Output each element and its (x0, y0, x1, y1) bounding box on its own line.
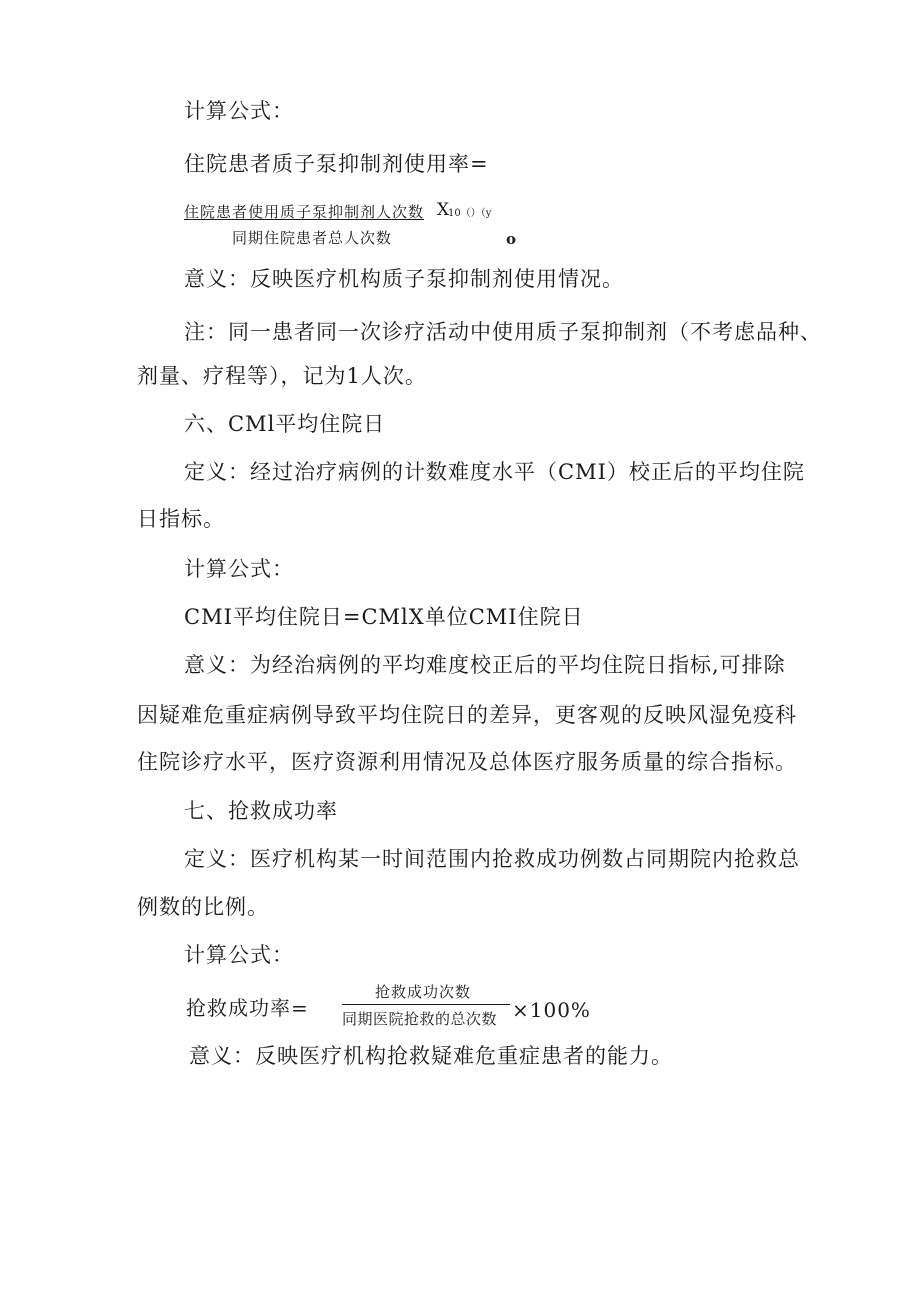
cmi-definition-line-2: 日指标。 (137, 507, 225, 531)
fraction-bar (342, 1004, 510, 1005)
rescue-multiplier: ×100% (512, 998, 591, 1022)
cmi-definition-line-1: 定义：经过治疗病例的计数难度水平（CMI）校正后的平均住院 (184, 460, 805, 484)
cmi-meaning-line-1: 意义：为经治病例的平均难度校正后的平均住院日指标,可排除 (184, 653, 786, 677)
rescue-definition-line-2: 例数的比例。 (137, 895, 269, 919)
rescue-numerator: 抢救成功次数 (375, 983, 472, 1001)
ppi-numerator: 住院患者使用质子泵抑制剂人次数 (184, 203, 425, 221)
ppi-meaning: 意义：反映医疗机构质子泵抑制剂使用情况。 (184, 267, 624, 291)
ppi-multiply-sign: X (437, 200, 450, 220)
cmi-formula: CMI平均住院日=CMlX单位CMI住院日 (184, 605, 584, 629)
ppi-denominator: 同期住院患者总人次数 (232, 229, 393, 247)
ppi-note-line-2: 剂量、疗程等），记为1人次。 (137, 364, 427, 388)
rescue-definition-line-1: 定义：医疗机构某一时间范围内抢救成功例数占同期院内抢救总 (184, 847, 800, 871)
formula-heading-2: 计算公式： (184, 557, 294, 581)
section-6-heading: 六、CMl平均住院日 (184, 412, 386, 436)
ppi-multiplier: 10（）（y (448, 208, 492, 219)
ppi-rate-label: 住院患者质子泵抑制剂使用率= (184, 152, 489, 176)
ppi-note-line-1: 注：同一患者同一次诊疗活动中使用质子泵抑制剂（不考虑品种、 (184, 320, 822, 344)
rescue-rate-label: 抢救成功率= (186, 996, 309, 1020)
cmi-meaning-line-3: 住院诊疗水平，医疗资源利用情况及总体医疗服务质量的综合指标。 (137, 750, 797, 774)
ppi-formula-mark: o (506, 230, 517, 248)
formula-heading-1: 计算公式： (184, 99, 294, 123)
rescue-denominator: 同期医院抢救的总次数 (342, 1010, 498, 1028)
section-7-heading: 七、抢救成功率 (184, 799, 338, 823)
formula-heading-3: 计算公式： (184, 943, 294, 967)
rescue-meaning: 意义：反映医疗机构抢救疑难危重症患者的能力。 (189, 1044, 673, 1068)
cmi-meaning-line-2: 因疑难危重症病例导致平均住院日的差异，更客观的反映风湿免疫科 (137, 703, 797, 727)
